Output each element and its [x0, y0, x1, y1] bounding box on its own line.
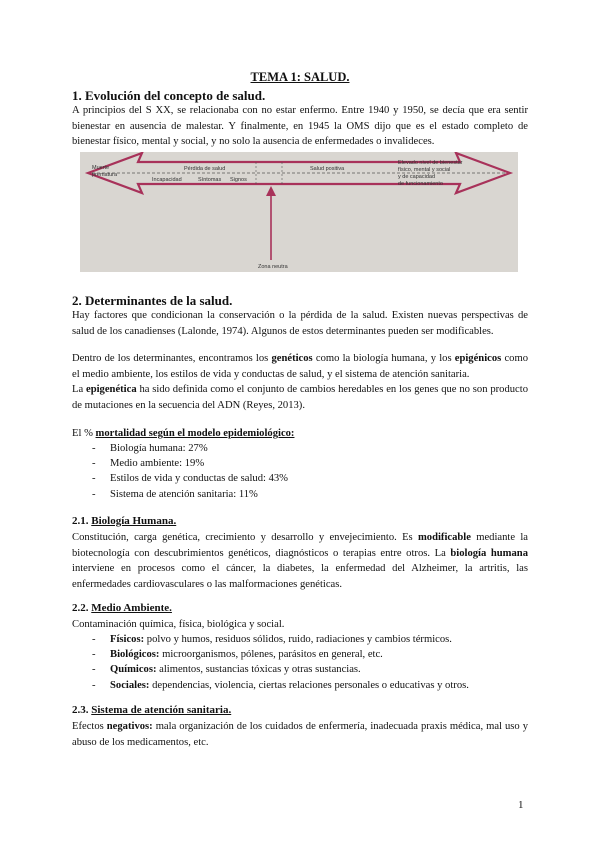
list-item: - Medio ambiente: 19% [92, 456, 288, 471]
right-label-3: y de capacidad [398, 174, 435, 180]
section-2-3-heading: 2.3. Sistema de atención sanitaria. [72, 704, 232, 716]
signos-label: Signos [230, 177, 247, 183]
section-2-paragraph-2: Dentro de los determinantes, encontramos los genéticos como la biología humana, y los epigénicos como el medio ambiente, los estilos de vida y conductas de salud, y el sistema de atención sanitaria. [72, 353, 528, 380]
left-label-1: Muerte [92, 165, 110, 171]
section-2-paragraph-3: La epigenética ha sido definida como el conjunto de cambios heredables en los genes que no son producto de mutaciones en la secuencia del ADN (Reyes, 2013). [72, 384, 528, 411]
mortality-heading: El % mortalidad según el modelo epidemiológico: [72, 428, 295, 439]
list-item: - Biológicos: microorganismos, pólenes, parásitos en general, etc. [92, 647, 469, 662]
section-1-heading: 1. Evolución del concepto de salud. [72, 88, 266, 103]
neutral-zone-label: Zona neutra [258, 264, 288, 270]
list-item: - Químicos: alimentos, sustancias tóxicas y otras sustancias. [92, 662, 469, 677]
section-2-2-paragraph: Contaminación química, física, biológica y social. [72, 619, 285, 630]
list-item: - Físicos: polvo y humos, residuos sólidos, ruido, radiaciones y cambios térmicos. [92, 632, 469, 647]
sintomas-label: Síntomas [198, 177, 222, 183]
right-label-1: Elevado nivel de bienestar [398, 160, 463, 166]
document-title: TEMA 1: SALUD. [250, 70, 350, 84]
section-2-heading: 2. Determinantes de la salud. [72, 293, 233, 308]
health-continuum-figure [80, 152, 518, 272]
section-2-2-heading: 2.2. Medio Ambiente. [72, 602, 172, 614]
section-2-paragraph-1: Hay factores que condicionan la conservación o la pérdida de la salud. Existen nuevas perspectivas de salud de los canadienses (Lalonde, 1974). Algunos de estos determinantes pueden ser modificables. [72, 310, 528, 337]
neutral-zone-arrowhead [266, 186, 276, 196]
positive-health-label: Salud positiva [310, 166, 345, 172]
list-item: - Sociales: dependencias, violencia, ciertas relaciones personales o educativas y otros. [92, 678, 469, 693]
section-2-3-paragraph: Efectos negativos: mala organización de los cuidados de enfermería, inadecuada praxis médica, mal uso y abuso de los medicamentos, etc. [72, 721, 528, 748]
section-2-1-heading: 2.1. Biología Humana. [72, 515, 177, 527]
section-2-1-paragraph: Constitución, carga genética, crecimiento y desarrollo y envejecimiento. Es modificable mediante la biotecnología con descubrimientos genéticos, diagnósticos o terapias entre otros. La biología humana interviene en procesos como el cáncer, la diabetes, la enfermedad del Alzheimer, la artritis, las enfermedades cardiovasculares o las malformaciones genéticas. [72, 532, 528, 590]
list-item: - Estilos de vida y conductas de salud: 43% [92, 471, 288, 486]
incapacidad-label: Incapacidad [152, 177, 182, 183]
left-label-2: prematura [92, 172, 118, 178]
right-label-2: físico, mental y social [398, 167, 451, 173]
environment-factors-list [92, 632, 469, 693]
mortality-list [92, 441, 288, 502]
section-1-paragraph: A principios del S XX, se relacionaba con no estar enfermo. Entre 1940 y 1950, se decía que era sentir bienestar en ausencia de malestar. Y finalmente, en 1945 la OMS dijo que es el estado completo de bienestar físico, mental y social, y no solo la ausencia de enfermedades o invalideces. [72, 105, 528, 147]
list-item: - Sistema de atención sanitaria: 11% [92, 487, 288, 502]
loss-of-health-label: Pérdida de salud [184, 166, 226, 172]
list-item: - Biología humana: 27% [92, 441, 288, 456]
right-label-4: de funcionamiento [398, 181, 443, 187]
health-continuum-diagram [80, 152, 518, 272]
page-number: 1 [518, 799, 524, 811]
